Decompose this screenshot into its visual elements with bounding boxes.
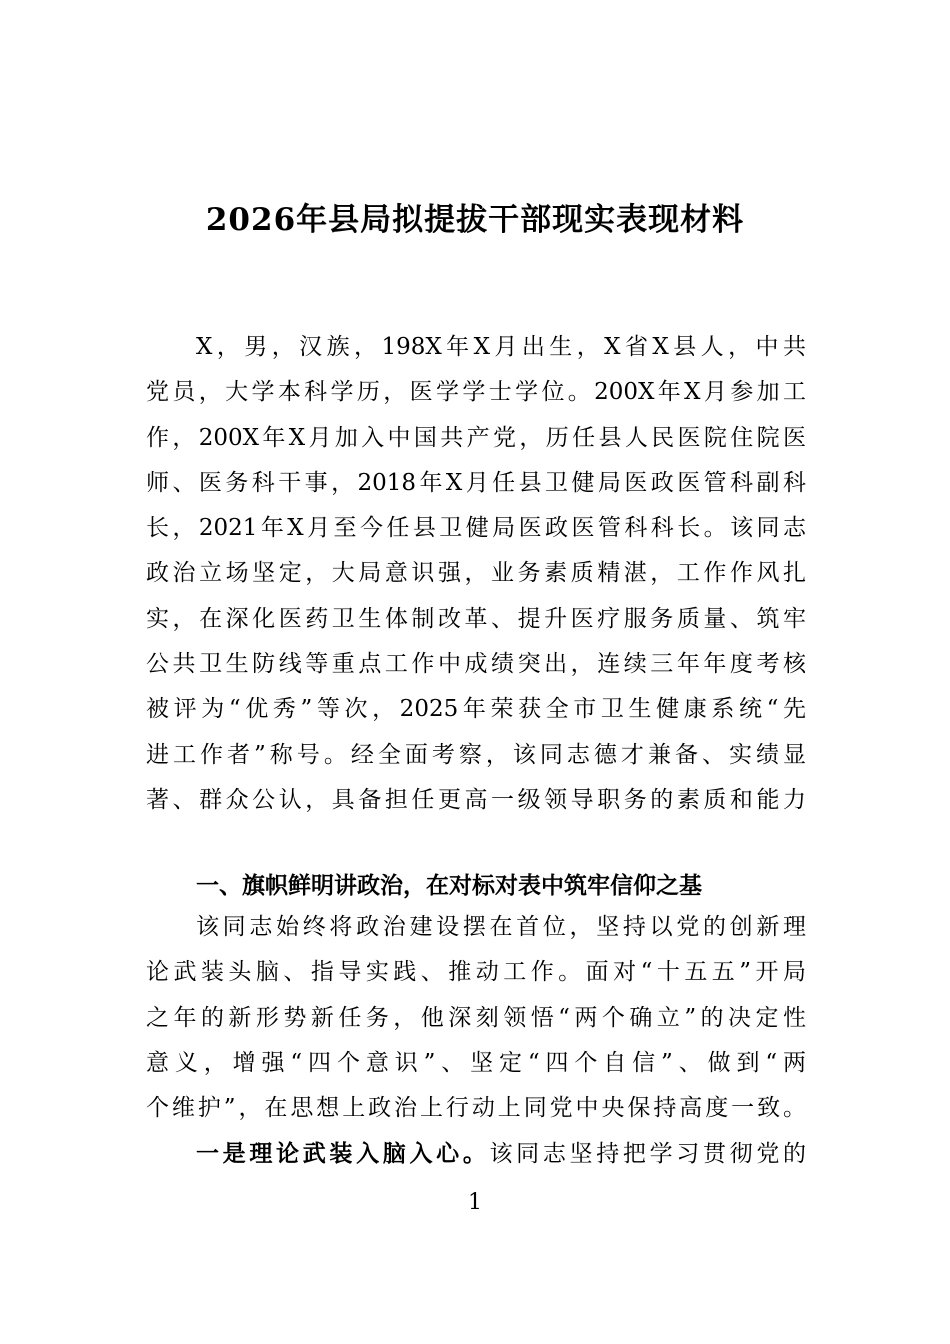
intro-line: X，男，汉族，198X年X月出生，X省X县人，中共 <box>196 334 806 360</box>
section-line: 论武装头脑、指导实践、推动工作。面对“十五五”开局 <box>146 959 806 986</box>
intro-paragraph <box>146 325 806 823</box>
intro-line: 长，2021年X月至今任县卫健局医政医管科科长。该同志 <box>146 515 806 542</box>
point-text: 该同志坚持把学习贯彻党的 <box>489 1141 806 1168</box>
intro-line: 被评为“优秀”等次，2025年荣获全市卫生健康系统“先 <box>146 696 806 723</box>
document-title: 2026年县局拟提拔干部现实表现材料 <box>205 202 745 238</box>
section-line: 个维护”，在思想上政治上行动上同党中央保持高度一致。 <box>146 1095 806 1122</box>
intro-line: 作，200X年X月加入中国共产党，历任县人民医院住院医 <box>146 424 806 451</box>
point-line <box>146 1131 806 1176</box>
intro-line: 实，在深化医药卫生体制改革、提升医疗服务质量、筑牢 <box>146 605 806 632</box>
section-line: 意义，增强“四个意识”、坚定“四个自信”、做到“两 <box>146 1049 806 1076</box>
intro-line: 师、医务科干事，2018年X月任县卫健局医政医管科副科 <box>146 469 806 496</box>
intro-line: 公共卫生防线等重点工作中成绩突出，连续三年年度考核 <box>146 651 806 678</box>
page-number: 1 <box>468 1190 482 1215</box>
intro-line: 进工作者”称号。经全面考察，该同志德才兼备、实绩显 <box>146 741 806 768</box>
section-paragraph <box>146 905 806 1177</box>
section-line: 该同志始终将政治建设摆在首位，坚持以党的创新理 <box>196 914 806 940</box>
point-lead: 一是理论武装入脑入心。 <box>196 1140 490 1168</box>
section-line: 之年的新形势新任务，他深刻领悟“两个确立”的决定性 <box>146 1004 806 1031</box>
intro-line: 著、群众公认，具备担任更高一级领导职务的素质和能力 <box>146 786 806 813</box>
intro-line: 党员，大学本科学历，医学学士学位。200X年X月参加工 <box>146 379 806 406</box>
intro-line: 政治立场坚定，大局意识强，业务素质精湛，工作作风扎 <box>146 560 806 587</box>
section-heading: 一、旗帜鲜明讲政治，在对标对表中筑牢信仰之基 <box>196 873 702 899</box>
